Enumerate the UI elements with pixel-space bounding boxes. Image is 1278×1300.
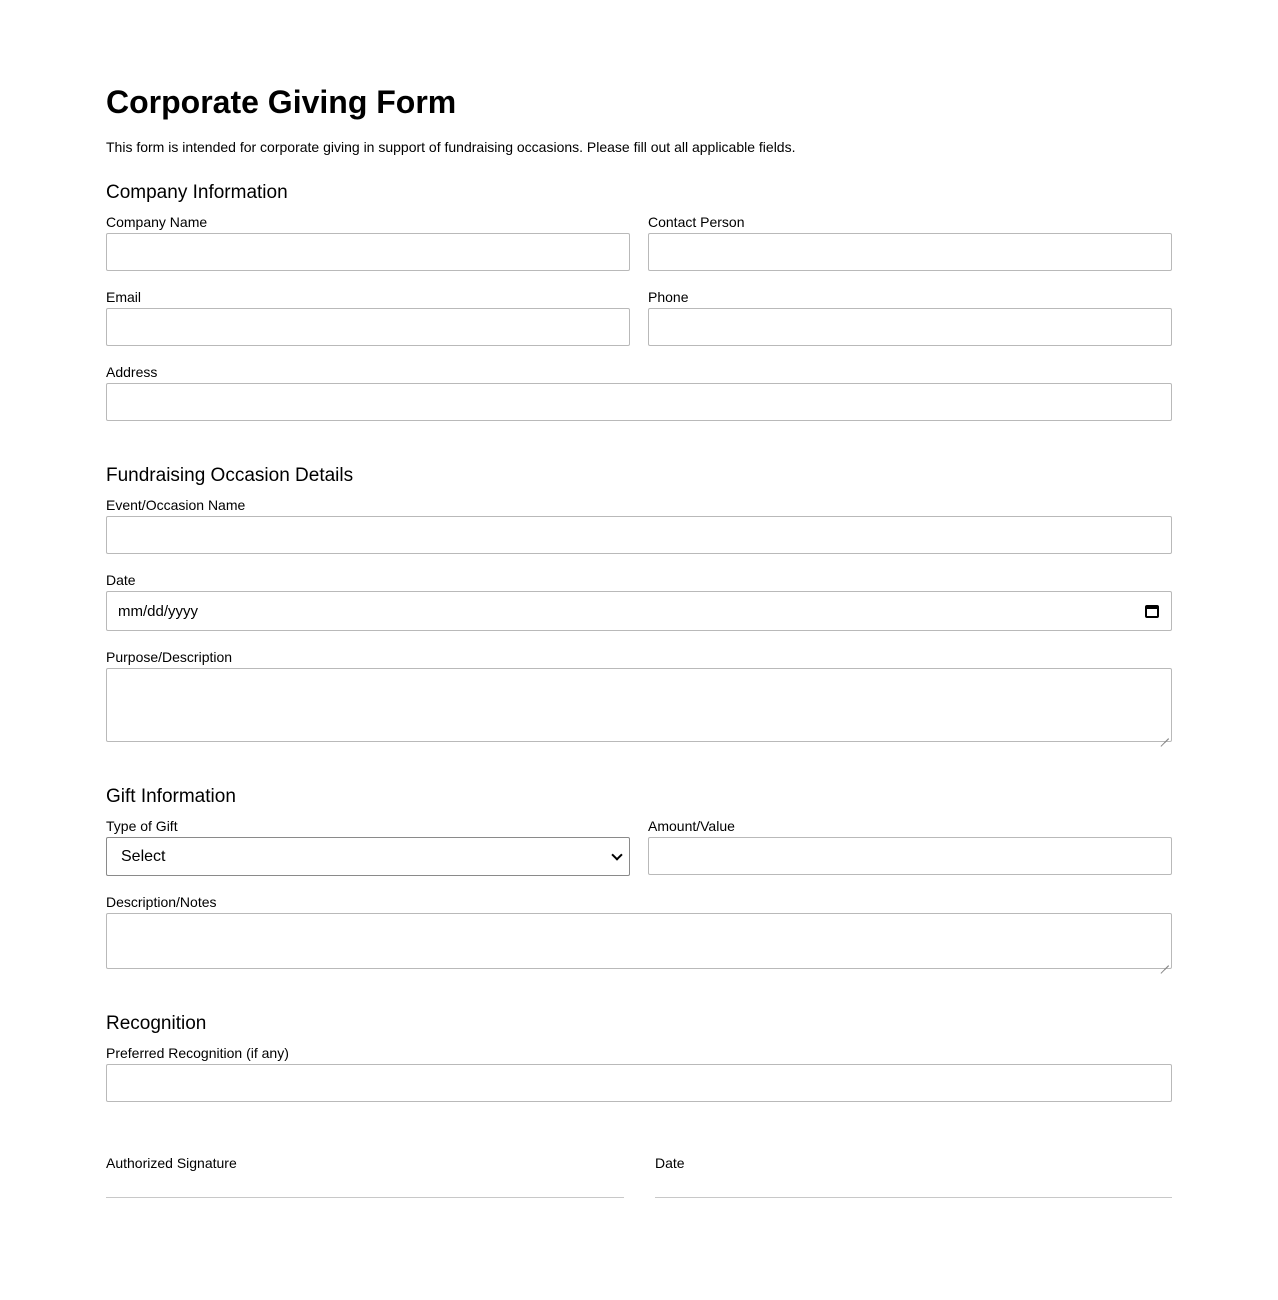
occasion-date-input[interactable] (106, 591, 1172, 631)
company-name-label: Company Name (106, 214, 208, 230)
resize-grip-icon[interactable] (1160, 957, 1169, 966)
section-title-recognition: Recognition (106, 1013, 207, 1034)
amount-input[interactable] (648, 837, 1172, 875)
notes-label: Description/Notes (106, 894, 217, 910)
amount-label: Amount/Value (648, 818, 735, 834)
preferred-recognition-label: Preferred Recognition (if any) (106, 1045, 289, 1061)
company-name-input[interactable] (106, 233, 630, 271)
email-label: Email (106, 289, 142, 305)
contact-person-label: Contact Person (648, 214, 745, 230)
address-input[interactable] (106, 383, 1172, 421)
form-intro: This form is intended for corporate giving in support of fundraising occasions. Please fill out all applicable fields. (106, 139, 796, 155)
section-title-company: Company Information (106, 182, 288, 203)
date-placeholder: mm/dd/yyyy (118, 602, 199, 620)
signature-line[interactable] (106, 1197, 624, 1198)
chevron-down-icon (611, 849, 622, 860)
purpose-label: Purpose/Description (106, 649, 233, 665)
event-name-label: Event/Occasion Name (106, 497, 246, 513)
authorized-signature-label: Authorized Signature (106, 1155, 237, 1171)
gift-type-select[interactable] (106, 837, 630, 876)
notes-textarea[interactable] (106, 913, 1172, 969)
purpose-textarea[interactable] (106, 668, 1172, 742)
signature-date-label: Date (655, 1155, 685, 1171)
gift-type-label: Type of Gift (106, 818, 178, 834)
occasion-date-label: Date (106, 572, 136, 588)
phone-input[interactable] (648, 308, 1172, 346)
email-input[interactable] (106, 308, 630, 346)
event-name-input[interactable] (106, 516, 1172, 554)
phone-label: Phone (648, 289, 689, 305)
contact-person-input[interactable] (648, 233, 1172, 271)
resize-grip-icon[interactable] (1160, 730, 1169, 739)
signature-date-line[interactable] (655, 1197, 1172, 1198)
calendar-icon[interactable] (1145, 604, 1159, 618)
section-title-occasion: Fundraising Occasion Details (106, 465, 354, 486)
gift-type-selected: Select (121, 847, 166, 865)
section-title-gift: Gift Information (106, 786, 236, 807)
page-title: Corporate Giving Form (106, 84, 457, 120)
address-label: Address (106, 364, 158, 380)
preferred-recognition-input[interactable] (106, 1064, 1172, 1102)
